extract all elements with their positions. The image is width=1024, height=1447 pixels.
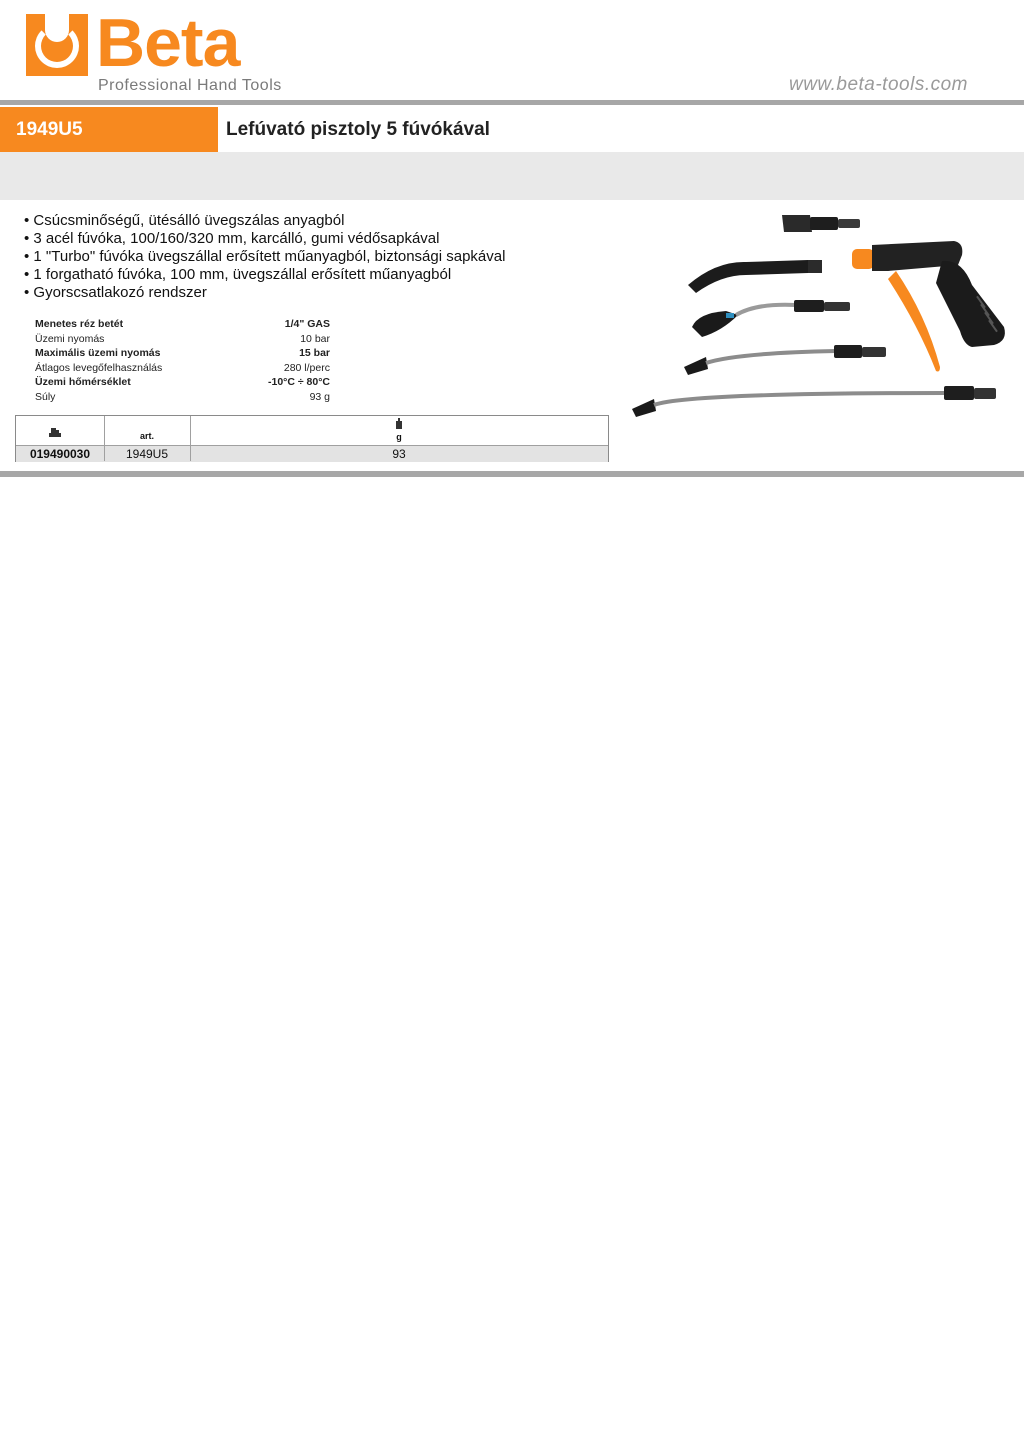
feature-item: • 1 "Turbo" fúvóka üvegszállal erősített műanyagból, biztonsági sapkával xyxy=(24,248,505,266)
spec-value: 15 bar xyxy=(299,347,330,360)
column-divider xyxy=(190,416,191,461)
brand-name: Beta xyxy=(96,5,240,81)
spec-row xyxy=(35,317,330,332)
spec-label: Üzemi nyomás xyxy=(35,332,105,345)
spec-value: 1/4" GAS xyxy=(284,318,330,330)
art-header: art. xyxy=(139,431,154,441)
column-divider xyxy=(104,416,105,461)
spec-row xyxy=(35,332,330,347)
spec-label: Menetes réz betét xyxy=(35,318,124,330)
feature-item: • Csúcsminőségű, ütésálló üvegszálas anyagból xyxy=(24,212,505,230)
spec-label: Súly xyxy=(35,390,56,403)
spec-value: 280 l/perc xyxy=(283,361,330,374)
spec-table xyxy=(35,317,330,405)
spec-value: -10°C ÷ 80°C xyxy=(267,376,330,389)
order-art: 1949U5 xyxy=(125,447,169,461)
feature-item: • 1 forgatható fúvóka, 100 mm, üvegszállal erősített műanyagból xyxy=(24,266,505,284)
feature-item: • 3 acél fúvóka, 100/160/320 mm, karcálló, gumi védősapkával xyxy=(24,230,505,248)
product-code-box xyxy=(0,107,218,152)
order-code: 019490030 xyxy=(29,447,91,461)
steel-nozzle-medium-icon xyxy=(684,345,886,375)
order-weight: 93 xyxy=(392,447,406,461)
header-divider xyxy=(0,100,1024,105)
spec-label: Üzemi hőmérséklet xyxy=(35,376,131,389)
footer-divider xyxy=(0,471,1024,477)
title-bar xyxy=(0,107,1024,152)
spec-value: 10 bar xyxy=(300,332,330,345)
spec-label: Átlagos levegőfelhasználás xyxy=(35,361,163,374)
spec-row xyxy=(35,390,330,405)
spec-value: 93 g xyxy=(309,390,330,403)
brand-tagline: Professional Hand Tools xyxy=(98,77,282,94)
feature-item: • Gyorscsatlakozó rendszer xyxy=(24,284,505,302)
weight-unit-header: g xyxy=(396,432,402,442)
beta-logo-icon xyxy=(26,14,88,76)
grey-band xyxy=(0,152,1024,200)
spec-label: Maximális üzemi nyomás xyxy=(35,347,161,360)
product-code: 1949U5 xyxy=(16,119,83,140)
spec-row xyxy=(35,361,330,376)
order-table xyxy=(15,415,609,462)
blow-gun-product-image xyxy=(626,205,1010,425)
spec-row xyxy=(35,375,330,390)
rotating-nozzle-icon xyxy=(688,260,822,293)
steel-nozzle-long-icon xyxy=(632,386,996,417)
weight-icon xyxy=(392,418,406,432)
steel-nozzle-short-icon xyxy=(692,300,850,337)
barcode-icon xyxy=(44,427,66,442)
website-link[interactable]: www.beta-tools.com xyxy=(788,74,968,95)
feature-list xyxy=(24,212,505,302)
turbo-nozzle-icon xyxy=(782,215,860,232)
spec-row xyxy=(35,346,330,361)
product-title: Lefúvató pisztoly 5 fúvókával xyxy=(226,119,490,140)
page-header xyxy=(0,0,1024,100)
